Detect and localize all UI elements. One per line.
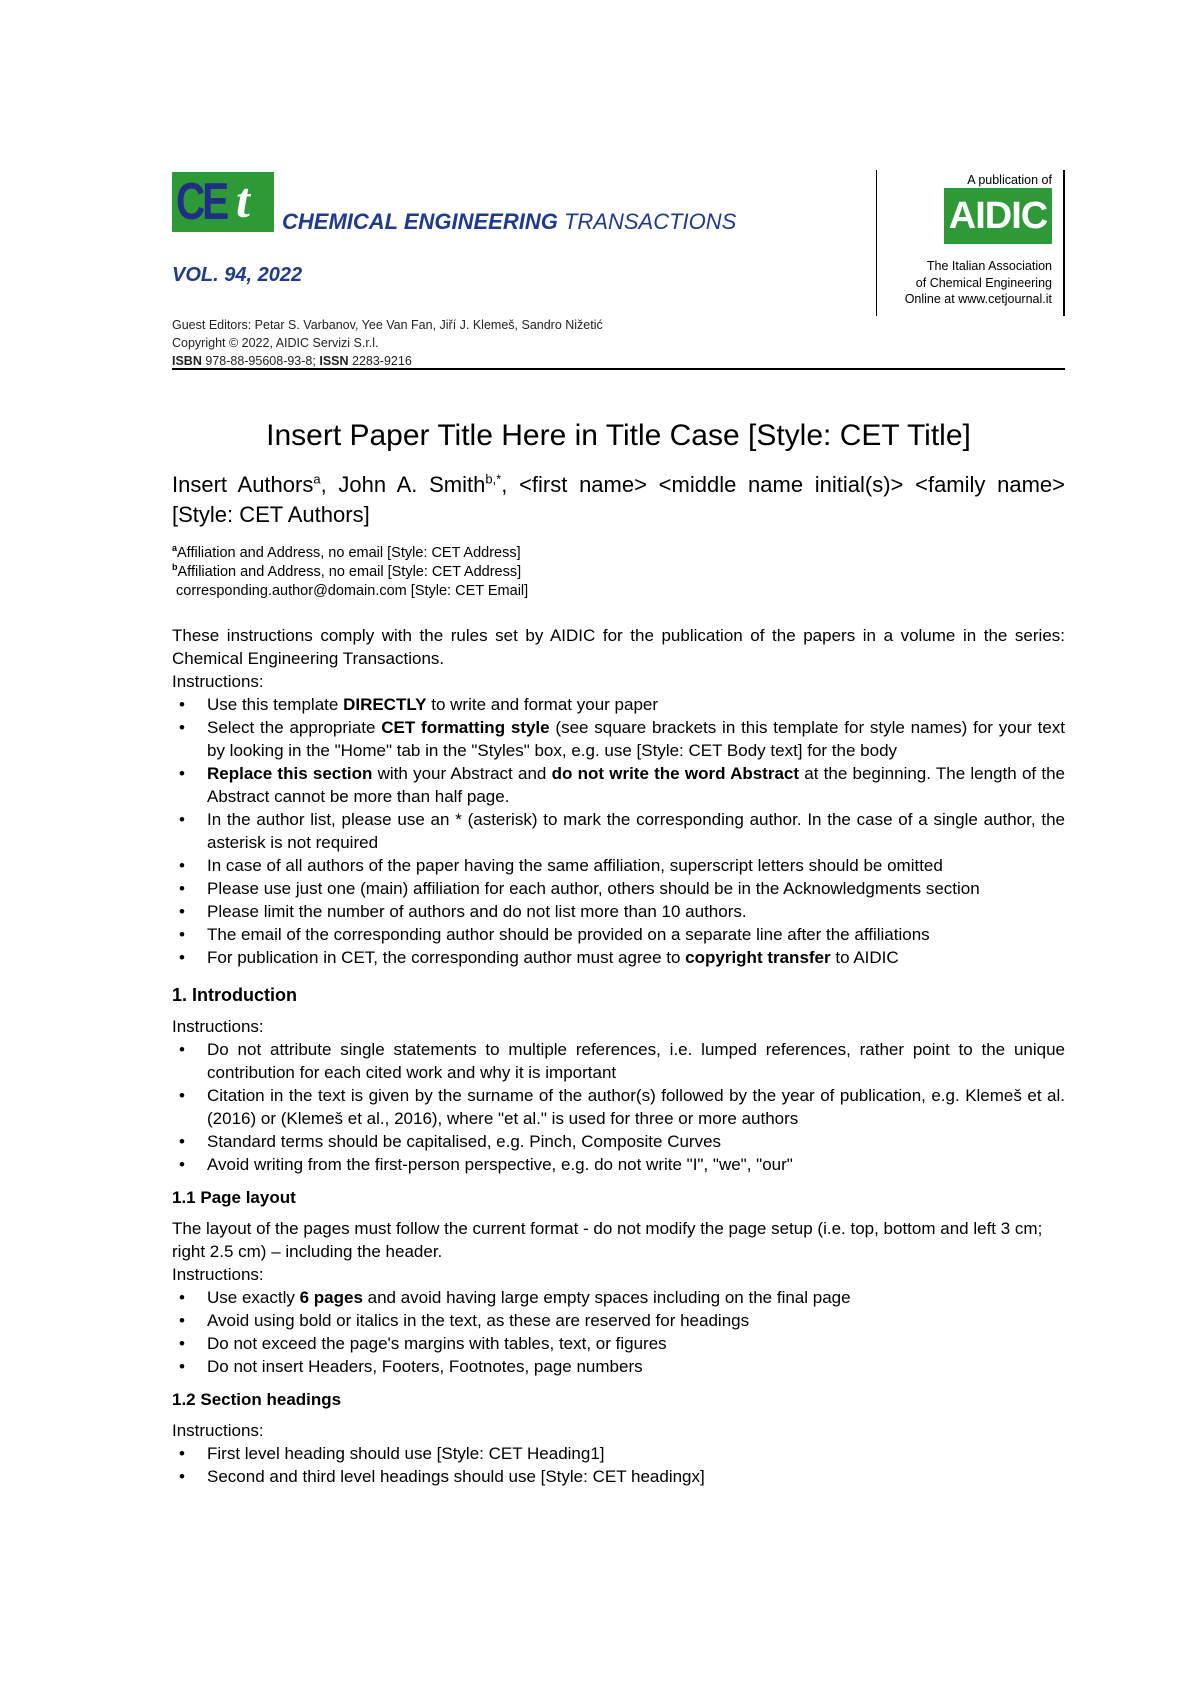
heading-introduction: 1. Introduction xyxy=(172,985,297,1005)
authors-sup-1: a xyxy=(313,471,321,487)
list-item-text: Avoid writing from the first-person perspective, e.g. do not write "I", "we", "our" xyxy=(207,1155,793,1174)
list-item-text: In the author list, please use an * (asterisk) to mark the corresponding author. In the case of a single author, the asterisk is not required xyxy=(207,810,1065,852)
bullet-icon: • xyxy=(179,856,185,875)
bullet-icon: • xyxy=(179,1444,185,1463)
list-item xyxy=(172,1355,1065,1378)
editors-block xyxy=(172,316,603,370)
issn-label: ISSN xyxy=(319,354,349,368)
paper-title: Insert Paper Title Here in Title Case [Style: CET Title] xyxy=(266,419,971,452)
bullet-icon: • xyxy=(179,902,185,921)
list-item-text: with your Abstract and xyxy=(372,764,552,783)
bullet-icon: • xyxy=(179,1467,185,1486)
introduction-instructions-label: Instructions: xyxy=(172,1017,264,1036)
list-item xyxy=(172,877,1065,900)
abstract-instructions-label: Instructions: xyxy=(172,672,264,691)
authors-part-2: , John A. Smith xyxy=(320,472,486,497)
affiliation-b-sup: b xyxy=(172,562,178,573)
corresponding-email: corresponding.author@domain.com [Style: CET Email] xyxy=(172,583,529,599)
body-text xyxy=(172,624,1065,1488)
aidic-logo: AIDIC xyxy=(944,188,1052,244)
list-item-text: Do not insert Headers, Footers, Footnotes, page numbers xyxy=(207,1357,643,1376)
header-divider xyxy=(172,368,1065,370)
list-item-text: Second and third level headings should use [Style: CET headingx] xyxy=(207,1467,705,1486)
list-item xyxy=(172,1084,1065,1130)
list-item xyxy=(172,1332,1065,1355)
issn-value: 2283-9216 xyxy=(348,354,412,368)
introduction-instructions-list xyxy=(172,1038,1065,1176)
bullet-icon: • xyxy=(179,1357,185,1376)
list-item xyxy=(172,1442,1065,1465)
list-item xyxy=(172,808,1065,854)
journal-title xyxy=(282,209,736,235)
list-item-bold: DIRECTLY xyxy=(343,695,427,714)
list-item xyxy=(172,1286,1065,1309)
bullet-icon: • xyxy=(179,1311,185,1330)
bullet-icon: • xyxy=(179,925,185,944)
affiliation-b xyxy=(172,563,1065,582)
list-item xyxy=(172,1153,1065,1176)
affiliations xyxy=(172,544,1065,601)
list-item-text: Standard terms should be capitalised, e.g. Pinch, Composite Curves xyxy=(207,1132,722,1151)
abstract-instructions-list xyxy=(172,693,1065,969)
list-item-text: and avoid having large empty spaces including on the final page xyxy=(362,1288,851,1307)
page-layout-instructions-label: Instructions: xyxy=(172,1265,264,1284)
list-item-text: First level heading should use [Style: CET Heading1] xyxy=(207,1444,605,1463)
list-item-text: Please use just one (main) affiliation for each author, others should be in the Acknowledgments section xyxy=(207,879,980,898)
cet-logo-ce: CE xyxy=(176,173,227,231)
list-item xyxy=(172,923,1065,946)
list-item-text: at the beginning. The length of the Abstract cannot be more than half page. xyxy=(207,764,1065,806)
authors-part-1: Insert Authors xyxy=(172,472,314,497)
page-layout-text: The layout of the pages must follow the current format - do not modify the page setup (i.e. top, bottom and left 3 cm; right 2.5 cm) – including the header. xyxy=(172,1219,1043,1261)
aidic-description xyxy=(880,258,1052,308)
affiliation-a-text: Affiliation and Address, no email [Style: CET Address] xyxy=(177,545,521,561)
publication-of-label: A publication of xyxy=(967,173,1052,187)
list-item-text: Please limit the number of authors and do not list more than 10 authors. xyxy=(207,902,747,921)
isbn-label: ISBN xyxy=(172,354,202,368)
bullet-icon: • xyxy=(179,948,185,967)
list-item xyxy=(172,1038,1065,1084)
list-item xyxy=(172,1465,1065,1488)
bullet-icon: • xyxy=(179,1334,185,1353)
bullet-icon: • xyxy=(179,1288,185,1307)
list-item-text: In case of all authors of the paper having the same affiliation, superscript letters should be omitted xyxy=(207,856,943,875)
copyright: Copyright © 2022, AIDIC Servizi S.r.l. xyxy=(172,336,379,350)
section-headings-instructions-list xyxy=(172,1442,1065,1488)
list-item xyxy=(172,946,1065,969)
list-item-text: to AIDIC xyxy=(830,948,899,967)
heading-section-headings: 1.2 Section headings xyxy=(172,1390,342,1409)
list-item-text: (see square brackets in this template for style names) for your text by looking in the "Home" tab in the "Styles" box, e.g. use [Style: CET Body text] for the body xyxy=(207,718,1066,760)
isbn-value: 978-88-95608-93-8; xyxy=(201,354,316,368)
cet-logo-t: t xyxy=(236,172,250,228)
list-item-text: Avoid using bold or italics in the text, as these are reserved for headings xyxy=(207,1311,750,1330)
heading-page-layout: 1.1 Page layout xyxy=(172,1188,296,1207)
section-headings-instructions-label: Instructions: xyxy=(172,1421,264,1440)
list-item-bold: 6 pages xyxy=(299,1288,363,1307)
list-item xyxy=(172,1309,1065,1332)
cet-logo xyxy=(172,172,274,232)
journal-title-bold: CHEMICAL ENGINEERING xyxy=(282,209,558,234)
list-item-text: Citation in the text is given by the surname of the author(s) followed by the year of publication, e.g. Klemeš et al. (2016) or (Klemeš et al., 2016), where "et al." is used for three or more authors xyxy=(207,1086,1065,1128)
list-item xyxy=(172,716,1065,762)
bullet-icon: • xyxy=(179,1132,185,1151)
authors-sup-2: b,* xyxy=(485,471,502,487)
list-item-text: Do not exceed the page's margins with tables, text, or figures xyxy=(207,1334,667,1353)
bullet-icon: • xyxy=(179,879,185,898)
affiliation-a xyxy=(172,544,1065,563)
authors-part-3: , <first name> <middle name initial(s)> <family name> [Style: CET Authors] xyxy=(172,472,1065,527)
authors-line xyxy=(172,470,1065,530)
list-item xyxy=(172,1130,1065,1153)
affiliation-b-text: Affiliation and Address, no email [Style: CET Address] xyxy=(177,564,522,580)
bullet-icon: • xyxy=(179,718,185,737)
list-item-text: to write and format your paper xyxy=(426,695,659,714)
list-item xyxy=(172,900,1065,923)
list-item-bold: do not write the word Abstract xyxy=(551,764,800,783)
list-item-text: Use this template xyxy=(207,695,344,714)
list-item xyxy=(172,762,1065,808)
aidic-line-2: of Chemical Engineering xyxy=(915,275,1052,290)
list-item-text: The email of the corresponding author should be provided on a separate line after the affiliations xyxy=(207,925,930,944)
journal-title-rest: TRANSACTIONS xyxy=(563,209,737,234)
list-item xyxy=(172,854,1065,877)
aidic-line-1: The Italian Association xyxy=(926,259,1052,273)
list-item-bold: Replace this section xyxy=(207,764,373,783)
list-item-bold: copyright transfer xyxy=(685,948,831,967)
list-item-text: For publication in CET, the corresponding author must agree to xyxy=(207,948,686,967)
volume-label: VOL. 94, 2022 xyxy=(172,264,303,286)
aidic-line-3: Online at www.cetjournal.it xyxy=(904,292,1052,306)
bullet-icon: • xyxy=(179,764,185,783)
page-layout-instructions-list xyxy=(172,1286,1065,1378)
list-item-text: Use exactly xyxy=(207,1288,300,1307)
bullet-icon: • xyxy=(179,810,185,829)
bullet-icon: • xyxy=(179,1040,185,1059)
abstract-intro: These instructions comply with the rules set by AIDIC for the publication of the papers in a volume in the series: Chemical Engineering Transactions. xyxy=(172,626,1065,668)
list-item-bold: CET formatting style xyxy=(381,718,550,737)
list-item-text: Select the appropriate xyxy=(207,718,382,737)
bullet-icon: • xyxy=(179,1155,185,1174)
list-item xyxy=(172,693,1065,716)
list-item-text: Do not attribute single statements to multiple references, i.e. lumped references, rather point to the unique contribution for each cited work and why it is important xyxy=(207,1040,1065,1082)
header-vertical-rule-left xyxy=(876,170,877,316)
bullet-icon: • xyxy=(179,1086,185,1105)
bullet-icon: • xyxy=(179,695,185,714)
affiliation-a-sup: a xyxy=(172,543,178,554)
guest-editors: Guest Editors: Petar S. Varbanov, Yee Van Fan, Jiří J. Klemeš, Sandro Nižetić xyxy=(172,318,603,332)
header-vertical-rule-right xyxy=(1063,170,1065,316)
